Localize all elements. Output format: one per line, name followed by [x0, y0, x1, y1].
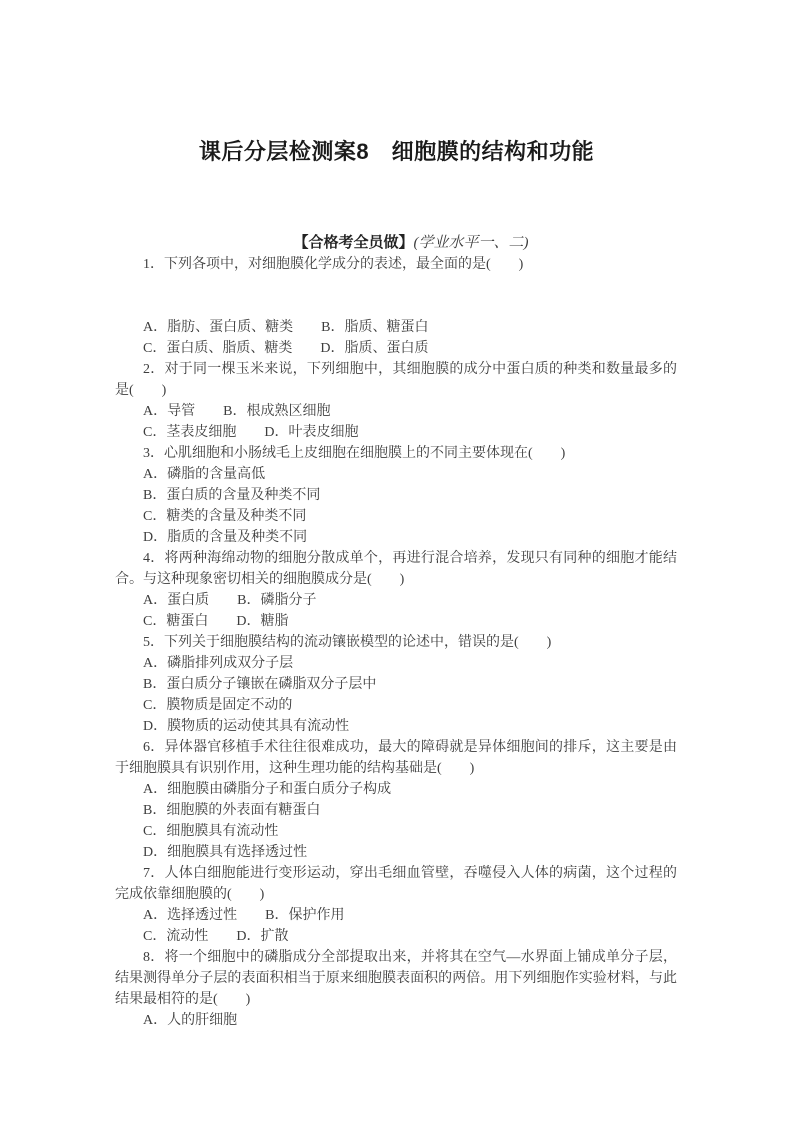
- question-1-options-row-1: A．脂肪、蛋白质、糖类 B．脂质、糖蛋白: [143, 320, 429, 335]
- question-8-option-a: A．人的肝细胞: [143, 1013, 238, 1028]
- question-3-stem: 3．心肌细胞和小肠绒毛上皮细胞在细胞膜上的不同主要体现在( ): [143, 446, 566, 461]
- question-6-option-a: A．细胞膜由磷脂分子和蛋白质分子构成: [143, 782, 392, 797]
- question-1-stem: 1．下列各项中，对细胞膜化学成分的表述，最全面的是( ): [143, 257, 524, 272]
- question-3-option-d: D．脂质的含量及种类不同: [143, 530, 308, 545]
- question-5-option-a: A．磷脂排列成双分子层: [143, 656, 294, 671]
- question-5-stem: 5．下列关于细胞膜结构的流动镶嵌模型的论述中，错误的是( ): [143, 635, 552, 650]
- question-4: [115, 548, 677, 632]
- question-1-figure-placeholder: [115, 275, 677, 317]
- section-header-subtitle: (学业水平一、二): [413, 235, 529, 251]
- question-2-options-row-1: A．导管 B．根成熟区细胞: [143, 404, 331, 419]
- document-body: [115, 232, 677, 1031]
- section-header-title: 【合格考全员做】: [293, 234, 414, 251]
- question-5-option-d: D．膜物质的运动使其具有流动性: [143, 719, 350, 734]
- question-2-options-row-2: C．茎表皮细胞 D．叶表皮细胞: [143, 425, 359, 440]
- question-4-options-row-2: C．糖蛋白 D．糖脂: [143, 614, 289, 629]
- question-5: [115, 632, 677, 737]
- question-6-option-b: B．细胞膜的外表面有糖蛋白: [143, 803, 321, 818]
- question-3: [115, 443, 677, 548]
- question-3-option-a: A．磷脂的含量高低: [143, 467, 266, 482]
- question-1-options-row-2: C．蛋白质、脂质、糖类 D．脂质、蛋白质: [143, 341, 429, 356]
- question-4-stem: 4．将两种海绵动物的细胞分散成单个，再进行混合培养，发现只有同种的细胞才能结合。与这种现象密切相关的细胞膜成分是( ): [115, 551, 677, 587]
- question-6: [115, 737, 677, 863]
- question-8: [115, 947, 677, 1031]
- question-6-stem: 6．异体器官移植手术往往很难成功，最大的障碍就是异体细胞间的排斥，这主要是由于细胞膜具有识别作用，这种生理功能的结构基础是( ): [115, 740, 677, 776]
- question-1: [115, 254, 677, 359]
- question-8-stem: 8．将一个细胞中的磷脂成分全部提取出来，并将其在空气—水界面上铺成单分子层，结果测得单分子层的表面积相当于原来细胞膜表面积的两倍。用下列细胞作实验材料，与此结果最相符的是( ): [115, 950, 677, 1007]
- question-5-option-b: B．蛋白质分子镶嵌在磷脂双分子层中: [143, 677, 377, 692]
- question-7-options-row-1: A．选择透过性 B．保护作用: [143, 908, 345, 923]
- question-7-stem: 7．人体白细胞能进行变形运动，穿出毛细血管壁，吞噬侵入人体的病菌，这个过程的完成依靠细胞膜的( ): [115, 866, 677, 902]
- question-5-option-c: C．膜物质是固定不动的: [143, 698, 293, 713]
- question-2: [115, 359, 677, 443]
- question-3-option-b: B．蛋白质的含量及种类不同: [143, 488, 321, 503]
- page-title: 课后分层检测案8 细胞膜的结构和功能: [198, 139, 595, 164]
- question-6-option-c: C．细胞膜具有流动性: [143, 824, 279, 839]
- question-4-options-row-1: A．蛋白质 B．磷脂分子: [143, 593, 317, 608]
- question-6-option-d: D．细胞膜具有选择透过性: [143, 845, 308, 860]
- section-header: [115, 232, 677, 254]
- question-2-stem: 2．对于同一棵玉米来说，下列细胞中，其细胞膜的成分中蛋白质的种类和数量最多的是( ): [115, 362, 677, 398]
- question-3-option-c: C．糖类的含量及种类不同: [143, 509, 307, 524]
- question-7: [115, 863, 677, 947]
- question-7-options-row-2: C．流动性 D．扩散: [143, 929, 289, 944]
